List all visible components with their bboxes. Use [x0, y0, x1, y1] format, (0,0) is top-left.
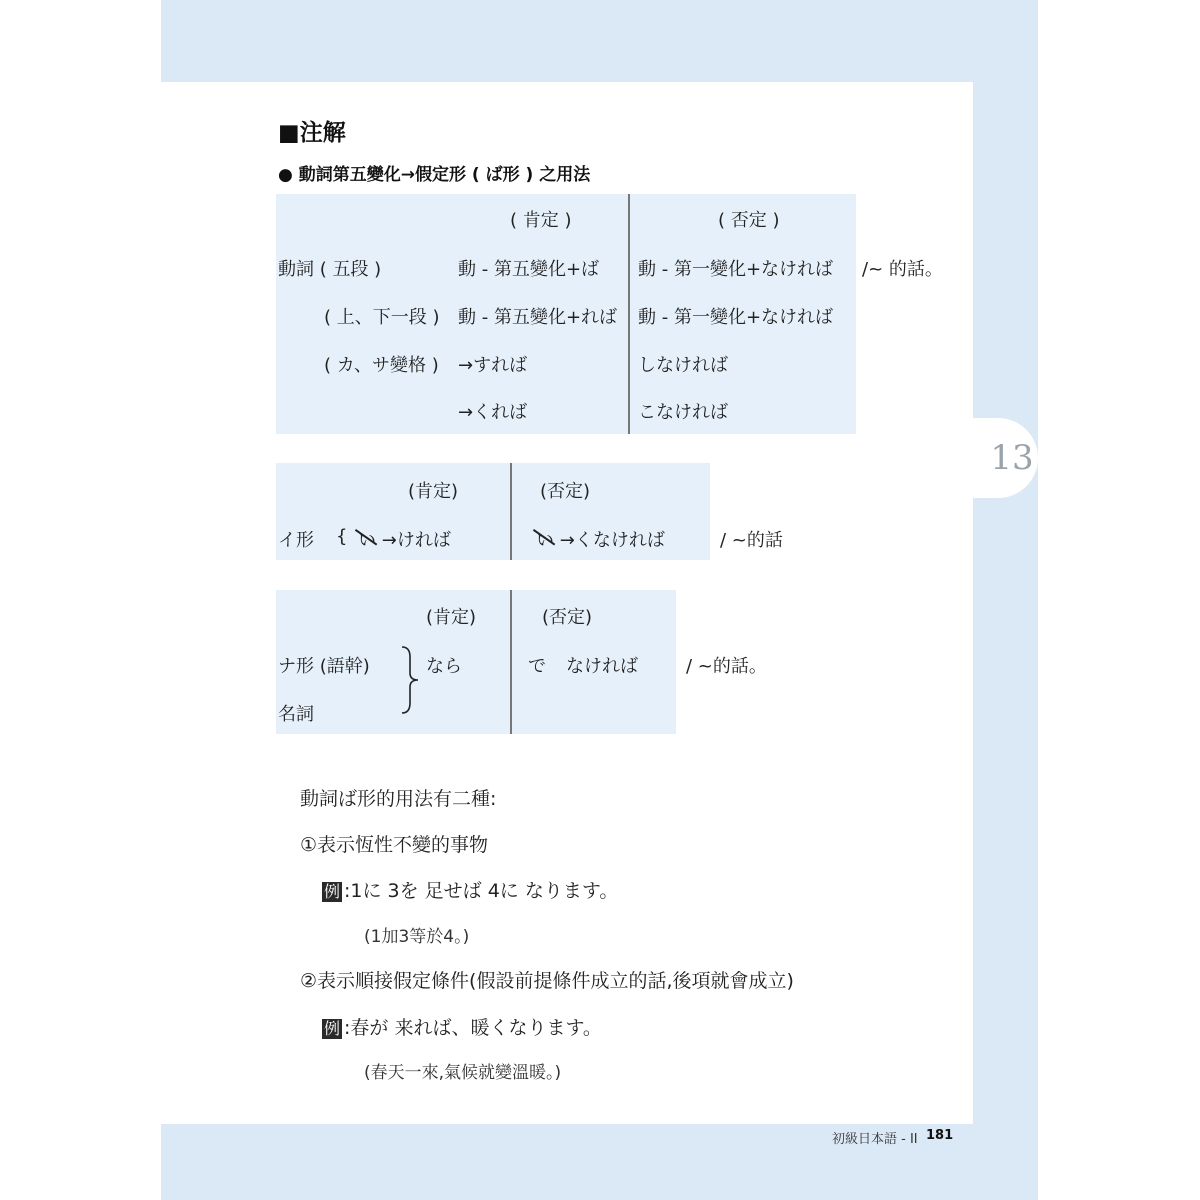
row-positive: なら [426, 656, 462, 677]
negative-de: で [528, 656, 546, 677]
usage-item-title: ①表示恆性不變的事物 [300, 834, 489, 856]
chapter-number: 13 [990, 438, 1034, 478]
row-positive: 動 - 第五變化+れば [458, 307, 618, 328]
negative-header: ( 否定 ) [718, 210, 780, 231]
positive-header: (肯定) [426, 607, 477, 628]
row-positive: →すれば [458, 355, 528, 376]
example-sentence [322, 876, 618, 903]
row-label: 名詞 [278, 704, 314, 725]
table-divider [510, 590, 512, 734]
example-translation: (春天一來,氣候就變溫暖。) [364, 1063, 562, 1083]
brace-symbol: { [336, 526, 348, 547]
row-negative: 動 - 第一變化+なければ [638, 259, 834, 280]
row-suffix: / ~的話 [720, 530, 783, 551]
example-text: :春が 来れば、暖くなります。 [344, 1017, 602, 1039]
curly-brace-icon [398, 645, 420, 715]
example-label: 例 [324, 1019, 341, 1038]
row-suffix: /~ 的話。 [862, 259, 943, 280]
example-sentence [322, 1013, 602, 1040]
usage-item-title: ②表示順接假定條件(假設前提條件成立的話,後項就會成立) [300, 970, 794, 992]
struck-kana: い [358, 526, 376, 552]
footer-page-number: 181 [926, 1128, 954, 1143]
table-divider [510, 463, 512, 560]
row-label: ( カ、サ變格 ) [324, 355, 439, 376]
positive-header: ( 肯定 ) [510, 210, 572, 231]
example-translation: (1加3等於4。) [364, 927, 470, 947]
row-negative: なければ [566, 656, 638, 677]
footer-book-title: 初級日本語 - II [832, 1132, 918, 1147]
row-negative: 動 - 第一變化+なければ [638, 307, 834, 328]
row-label: 動詞 ( 五段 ) [278, 259, 382, 280]
sub-heading: ● 動詞第五變化→假定形 ( ば形 ) 之用法 [278, 165, 591, 185]
section-heading: ■注解 [278, 120, 346, 146]
row-negative: しなければ [638, 355, 728, 376]
row-negative [536, 526, 665, 552]
row-label: ナ形 (語幹) [278, 656, 370, 677]
row-label: イ形 [278, 530, 314, 551]
row-suffix: / ~的話。 [686, 656, 767, 677]
row-positive: 動 - 第五變化+ば [458, 259, 600, 280]
negative-ending: →くなければ [559, 530, 665, 551]
row-label: ( 上、下一段 ) [324, 307, 440, 328]
positive-header: (肯定) [408, 481, 459, 502]
row-negative: こなければ [638, 402, 728, 423]
row-positive [358, 526, 451, 552]
negative-header: (否定) [540, 481, 591, 502]
struck-kana: い [536, 526, 554, 552]
row-positive: →くれば [458, 402, 528, 423]
example-text: :1に 3を 足せば 4に なります。 [344, 880, 619, 902]
negative-header: (否定) [542, 607, 593, 628]
example-label: 例 [324, 882, 341, 901]
positive-ending: →ければ [381, 530, 451, 551]
usage-intro: 動詞ば形的用法有二種: [300, 788, 497, 810]
table-divider [628, 194, 630, 434]
